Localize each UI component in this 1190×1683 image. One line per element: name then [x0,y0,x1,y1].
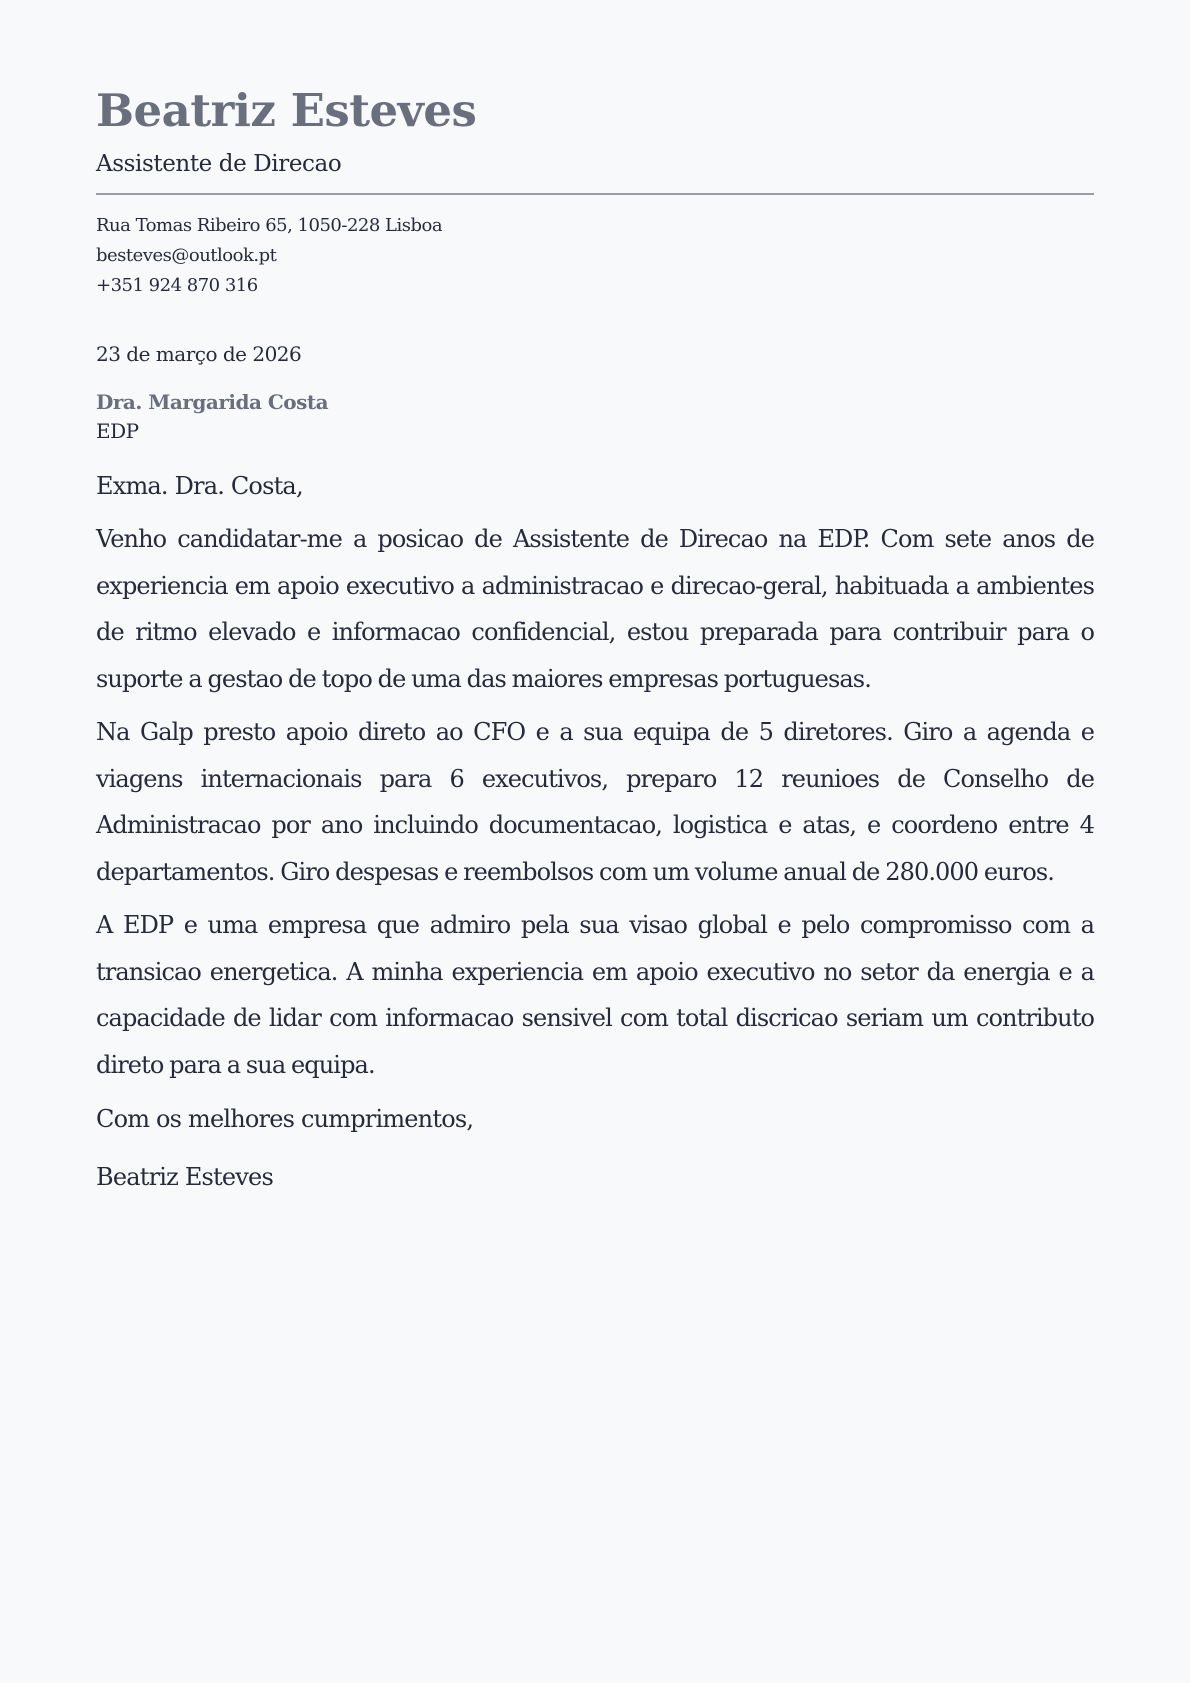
letter-date: 23 de março de 2026 [96,342,302,366]
closing: Com os melhores cumprimentos, [96,1105,474,1133]
body-paragraph-1: Venho candidatar-me a posicao de Assistente de Direcao na EDP. Com sete anos de experiencia em apoio executivo a administracao e direcao-geral, habituada a ambientes de ritmo elevado e informacao confidencial, estou preparada para contribuir para o suporte a gestao de topo de uma das maiores empresas portuguesas. [96,525,1094,693]
contact-block [96,211,1094,301]
contact-phone: +351 924 870 316 [96,275,258,296]
body-paragraph-3: A EDP e uma empresa que admiro pela sua visao global e pelo compromisso com a transicao energetica. A minha experiencia em apoio executivo no setor da energia e a capacidade de lidar com informacao sensivel com total discricao seriam um contributo direto para a sua equipa. [96,911,1094,1079]
header-divider [96,193,1094,195]
recipient-block [96,385,1094,447]
sender-name: Beatriz Esteves [96,84,477,137]
recipient-company: EDP [96,419,139,443]
contact-address: Rua Tomas Ribeiro 65, 1050-228 Lisboa [96,215,443,236]
letter-header [96,82,1094,301]
contact-email: besteves@outlook.pt [96,245,277,266]
salutation: Exma. Dra. Costa, [96,472,303,500]
sender-role: Assistente de Direcao [96,151,342,177]
body-paragraph-2: Na Galp presto apoio direto ao CFO e a sua equipa de 5 diretores. Giro a agenda e viagens internacionais para 6 executivos, preparo 12 reunioes de Conselho de Administracao por ano incluindo documentacao, logistica e atas, e coordeno entre 4 departamentos. Giro despesas e reembolsos com um volume anual de 280.000 euros. [96,718,1094,886]
signature: Beatriz Esteves [96,1163,273,1191]
recipient-name: Dra. Margarida Costa [96,390,329,414]
